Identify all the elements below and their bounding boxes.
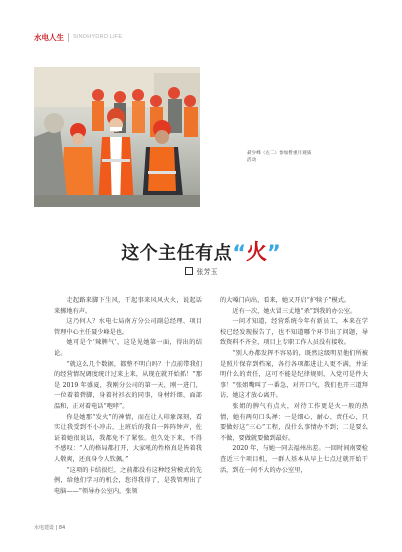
article-paragraph: 你是她那“发火”的神情，而在让人印象深刻，看实让我受到不小冲击，上班后的我自一阵阵钟声，佐证着她很说话，我都免不了紧张。但久处下来，不得不感叹：“人的格局都打开，大家吼的性格真是皆着我人敬爽，还真身令人钦佩。” xyxy=(54,413,202,463)
author-line xyxy=(0,267,402,277)
article-paragraph: “别人办都发挥不容易的，既然这级明星他们所被是照片保存到档案，各行各项都进让人更不满，并证明什么的责任，这可不能是纪律规则，入党可是件大事！”张姐嘴叫了一番急，对开口气，我们也开三道拜访，她这才放心离开。 xyxy=(220,349,368,400)
header-divider xyxy=(68,33,69,42)
article-paragraph: 走起路来脚下生风，干起事来风风火火，说起话来掷地有声。 xyxy=(54,297,202,315)
article-paragraph: 她可是个‘辣脾气’，这是见她第一面，得出的结论。 xyxy=(54,339,202,357)
article-paragraph: 2020 年，与她一同去福州出差。一回时间南要检查近三个项目机，一群人基本从早上七点过就开始干活，到在一间不大的办公室里， xyxy=(220,445,368,474)
section-subtitle: SINOHYDRO LIFE xyxy=(73,34,123,40)
article-paragraph: 张姐的脾气有点火，对待工作更是火一般的热情，她有两句口头禅：一是细心、耐心、责任心，只要做好这“三心”工程，没什么事情办不到；二是要么不做，要做就要做到最好。 xyxy=(220,402,368,442)
title-close-quote: ” xyxy=(267,241,281,265)
author-box-icon xyxy=(185,267,193,275)
title-open-quote: “ xyxy=(232,241,246,265)
title-highlight: 火 xyxy=(246,240,267,264)
article-paragraph: 一问才知道，经营系统今年有新员工，本来在学校已经发现报告了，也不知道哪个环节出了问题，导致资料不齐全，项目上专职工作人员没有接收。 xyxy=(220,318,368,347)
article-paragraph: “就这么几个数据，都整不明白吗？十点前带我们的经营情况调度统计过来上来，从现在就开始抓！”那是 2019 年盛夏，我刚分公司的第一天，刚一进门，一位着着碧脚，身着衬衫衣的同事，身材纤细、面部温和，正对着电话“咆哮”。 xyxy=(54,360,202,410)
article-column-right xyxy=(220,296,368,476)
title-text: 这个主任有点 xyxy=(121,243,233,264)
page-footer: 水电建设 | 84 xyxy=(34,525,66,531)
article-paragraph: “这项的卡结很烂，之前都没有这种经营模式的先例，给他们学习的机会，您得我得了，是我管理出了电脑——”领导办公室内，张领 xyxy=(54,466,202,495)
author-name: 张芳玉 xyxy=(196,268,218,276)
article-paragraph: 近有一次，她火冒三丈地“杀”到我的办公室。 xyxy=(232,307,357,315)
article-paragraph: 的大嗓门向出，看来，她又开启“护犊子”模式。 xyxy=(220,297,351,304)
section-title: 水电人生 xyxy=(34,32,64,42)
article-column-left xyxy=(54,296,202,497)
article-title xyxy=(0,236,402,266)
article-photo xyxy=(34,67,200,207)
article-paragraph: 这乃何人？水电七局南方分公司副总经理、项目管理中心主任聂少峰是也。 xyxy=(54,318,202,336)
section-header xyxy=(34,30,122,44)
photo-caption: 聂少峰（左二）参加暂重月观质活动 xyxy=(247,151,312,163)
workers-photo-illustration xyxy=(34,67,200,207)
